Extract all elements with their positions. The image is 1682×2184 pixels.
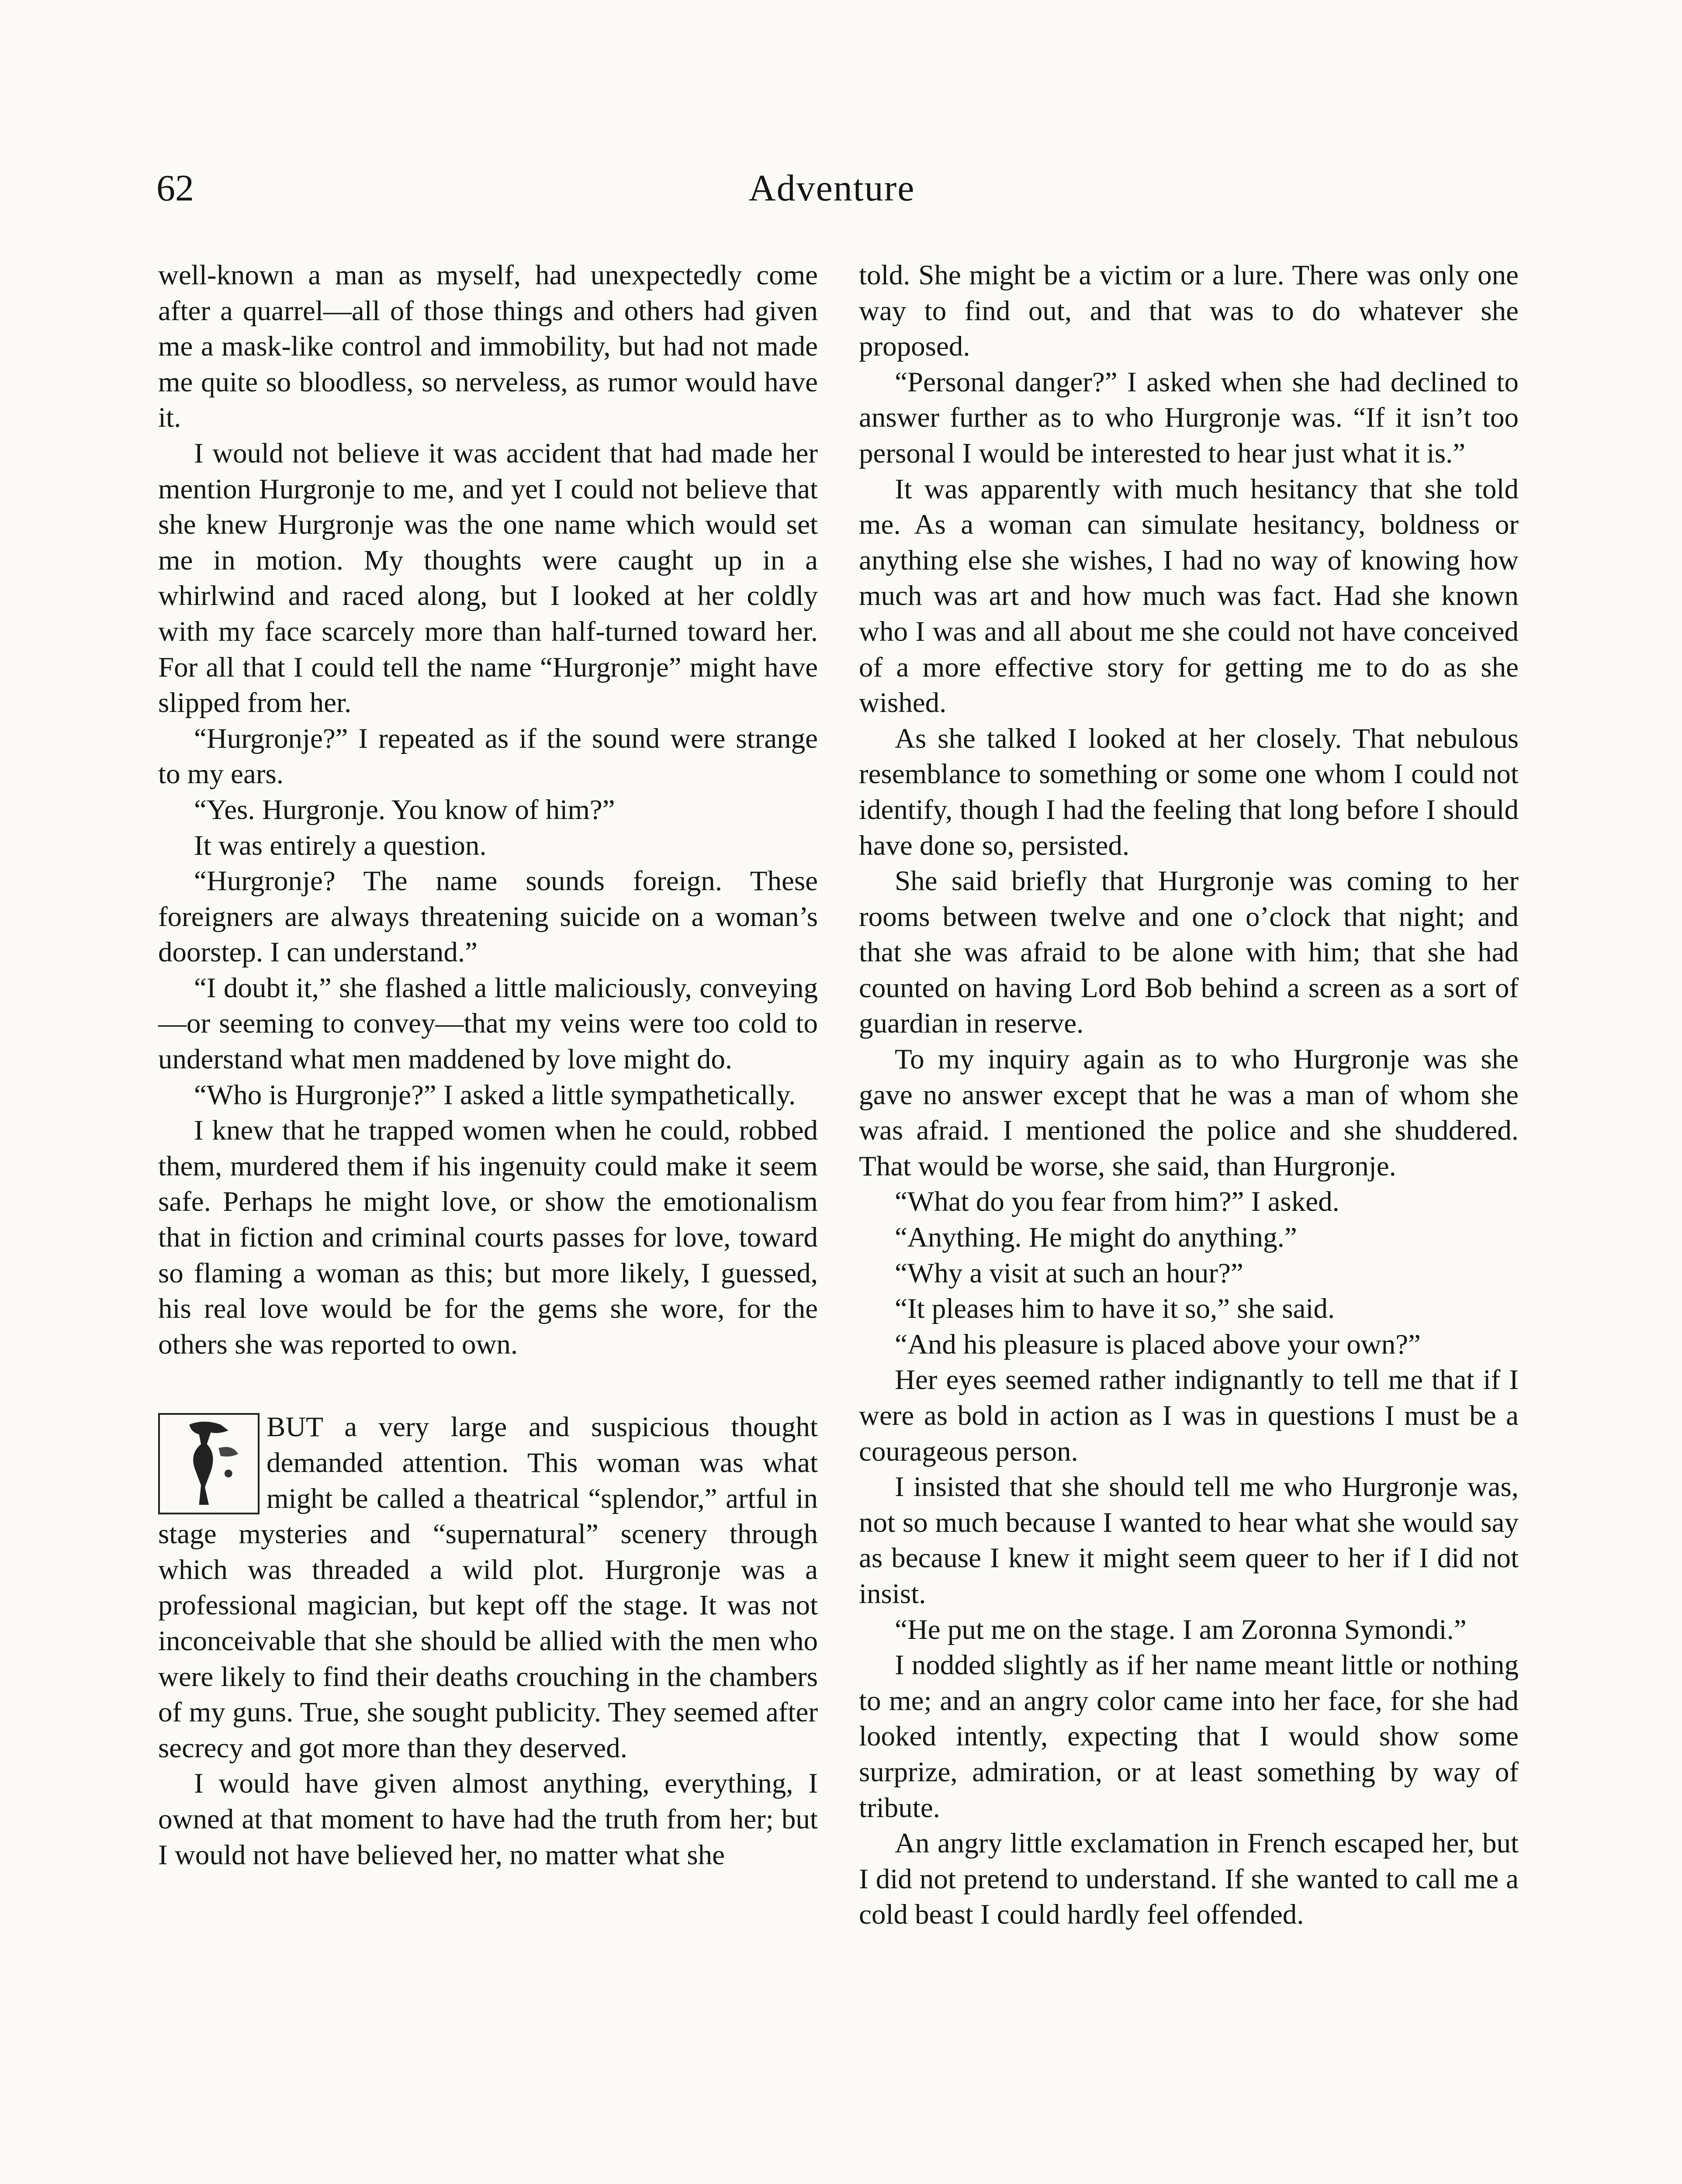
page-number: 62 [156, 167, 194, 209]
magazine-title: Adventure [748, 167, 915, 209]
paragraph: “I doubt it,” she flashed a little maliciously, conveying—or seeming to convey—that my veins were too cold to understand what men maddened by love might do. [158, 972, 818, 1075]
right-column [859, 258, 1519, 1933]
paragraph: I knew that he trapped women when he could, robbed them, murdered them if his ingenuity could make it seem safe. Perhaps he might love, or show the emotionalism that in fiction and criminal courts passes for love, toward so flaming a woman as this; but more likely, I guessed, his real love would be for the gems she wore, for the others she was reported to own. [158, 1115, 818, 1360]
paragraph: It was apparently with much hesitancy that she told me. As a woman can simulate hesitancy, boldness or anything else she wishes, I had no way of knowing how much was art and how much was fact. Had she known who I was and all about me she could not have conceived of a more effective story for getting me to do as she wished. [859, 473, 1519, 719]
paragraph: I would have given almost anything, everything, I owned at that moment to have had the truth from her; but I would not have believed her, no matter what she [158, 1768, 818, 1871]
drop-cap-illustration [158, 1413, 260, 1514]
paragraph: An angry little exclamation in French escaped her, but I did not pretend to understand. If she wanted to call me a cold beast I could hardly feel offended. [859, 1828, 1519, 1931]
paragraph: well-known a man as myself, had unexpectedly come after a quarrel—all of those things and others had given me a mask-like control and immobility, but had not made me quite so bloodless, so nerveless, as rumor would have it. [158, 259, 818, 434]
paragraph: To my inquiry again as to who Hurgronje was she gave no answer except that he was a man of whom she was afraid. I mentioned the police and she shuddered. That would be worse, she said, than Hurgronje. [859, 1044, 1519, 1182]
paragraph: “Anything. He might do anything.” [895, 1222, 1297, 1254]
paragraph: I nodded slightly as if her name meant little or nothing to me; and an angry color came into her face, for she had looked intently, expecting that I would show some surprize, admiration, or at least something by way of tribute. [859, 1649, 1519, 1824]
paragraph: “What do you fear from him?” I asked. [895, 1186, 1339, 1218]
paragraph: told. She might be a victim or a lure. There was only one way to find out, and that was to do whatever she proposed. [859, 259, 1519, 363]
paragraph: “He put me on the stage. I am Zoronna Symondi.” [895, 1614, 1467, 1645]
paragraph: “Yes. Hurgronje. You know of him?” [194, 794, 615, 826]
paragraph: As she talked I looked at her closely. That nebulous resemblance to something or some one whom I could not identify, though I had the feeling that long before I should have done so, persisted. [859, 722, 1519, 861]
left-column [158, 258, 818, 1873]
paragraph: “Personal danger?” I asked when she had declined to answer further as to who Hurgronje was. “If it isn’t too personal I would be interested to hear just what it is.” [859, 366, 1519, 469]
paragraph: I insisted that she should tell me who Hurgronje was, not so much because I wanted to hear what she would say as because I knew it might seem queer to her if I did not insist. [859, 1471, 1519, 1610]
paragraph: It was entirely a question. [194, 829, 487, 861]
paragraph: “Hurgronje?” I repeated as if the sound were strange to my ears. [158, 722, 818, 790]
section-break [158, 1362, 818, 1410]
figure-illustration-icon [160, 1415, 258, 1513]
drop-cap-paragraph [158, 1410, 818, 1766]
paragraph: I would not believe it was accident that had made her mention Hurgronje to me, and yet I could not believe that she knew Hurgronje was the one name which would set me in motion. My thoughts were caught up in a whirlwind and raced along, but I looked at her coldly with my face scarcely more than half-turned toward her. For all that I could tell the name “Hurgronje” might have slipped from her. [158, 437, 818, 719]
paragraph: Her eyes seemed rather indignantly to tell me that if I were as bold in action as I was in questions I must be a courageous person. [859, 1364, 1519, 1467]
paragraph: “Who is Hurgronje?” I asked a little sympathetically. [194, 1079, 796, 1111]
paragraph: “Hurgronje? The name sounds foreign. These foreigners are always threatening suicide on a woman’s doorstep. I can understand.” [158, 865, 818, 968]
paragraph: “And his pleasure is placed above your own?” [895, 1328, 1421, 1360]
page-header [156, 166, 1507, 227]
paragraph: “Why a visit at such an hour?” [895, 1257, 1243, 1289]
drop-cap-text: BUT a very large and suspicious thought demanded attention. This woman was what might be called a theatrical “splendor,” artful in stage mysteries and “supernatural” scenery through which was threaded a wild plot. Hurgronje was a professional magician, but kept off the stage. It was not inconceivable that she should be allied with the men who were likely to find their deaths crouching in the chambers of my guns. True, she sought publicity. They seemed after secrecy and got more than they deserved. [158, 1411, 818, 1764]
paragraph: She said briefly that Hurgronje was coming to her rooms between twelve and one o’clock that night; and that she was afraid to be alone with him; that she had counted on having Lord Bob behind a screen as a sort of guardian in reserve. [859, 865, 1519, 1040]
paragraph: “It pleases him to have it so,” she said. [895, 1293, 1335, 1325]
